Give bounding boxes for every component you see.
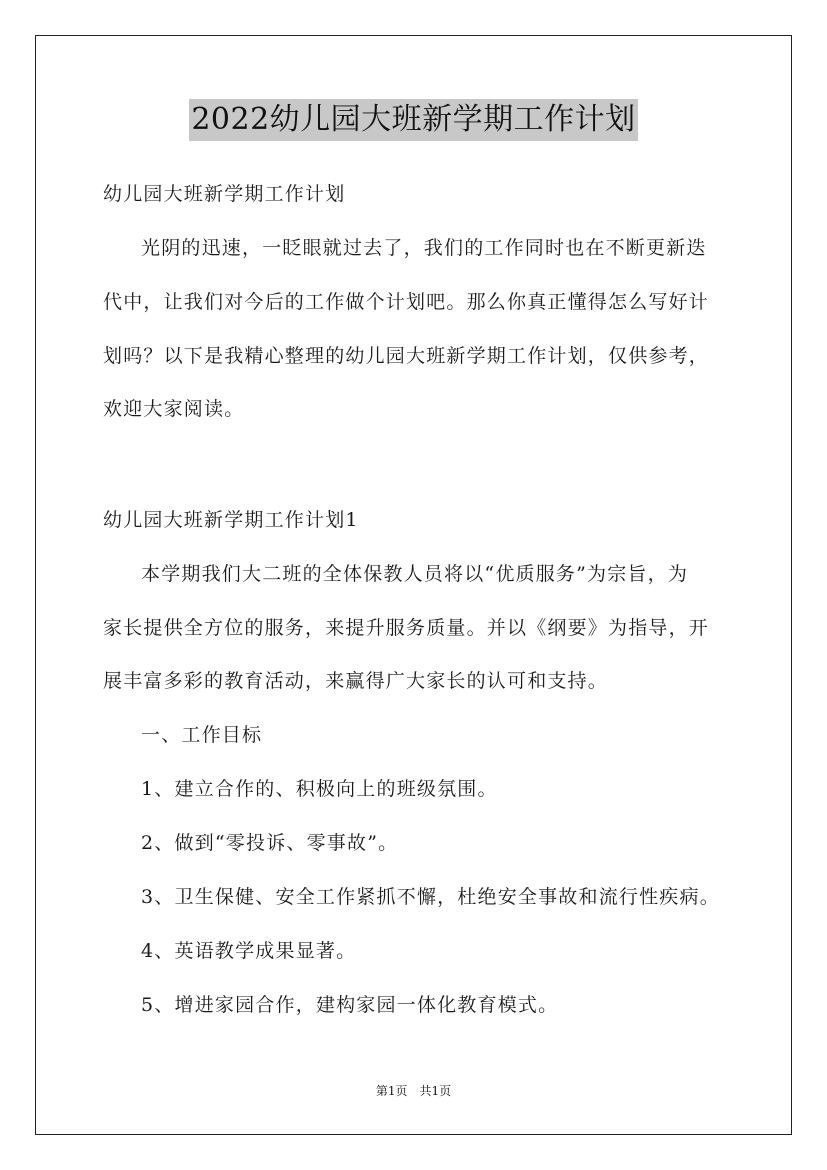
goal-item: 1、建立合作的、积极向上的班级氛围。 <box>141 778 498 800</box>
page-footer <box>0 1083 827 1099</box>
intro-line: 划吗？以下是我精心整理的幼儿园大班新学期工作计划，仅供参考， <box>103 345 710 367</box>
goal-item: 2、做到“零投诉、零事故”。 <box>141 832 399 854</box>
page-number: 第1页 <box>375 1084 408 1098</box>
title-container <box>0 99 827 141</box>
section-heading: 幼儿园大班新学期工作计划1 <box>103 509 359 531</box>
intro-line: 光阴的迅速，一眨眼就过去了，我们的工作同时也在不断更新迭 <box>141 237 707 259</box>
body-line: 本学期我们大二班的全体保教人员将以“优质服务”为宗旨，为 <box>141 563 689 585</box>
goal-item: 3、卫生保健、安全工作紧抓不懈，杜绝安全事故和流行性疾病。 <box>141 886 720 908</box>
document-title: 2022幼儿园大班新学期工作计划 <box>189 99 637 141</box>
goals-heading: 一、工作目标 <box>141 724 263 746</box>
intro-line: 代中，让我们对今后的工作做个计划吧。那么你真正懂得怎么写好计 <box>103 291 710 313</box>
page-total: 共1页 <box>419 1084 452 1098</box>
body-line: 展丰富多彩的教育活动，来赢得广大家长的认可和支持。 <box>103 670 609 692</box>
intro-line: 欢迎大家阅读。 <box>103 398 245 420</box>
body-line: 家长提供全方位的服务，来提升服务质量。并以《纲要》为指导，开 <box>103 617 710 639</box>
goal-item: 5、增进家园合作，建构家园一体化教育模式。 <box>141 994 559 1016</box>
goal-item: 4、英语教学成果显著。 <box>141 940 357 962</box>
subtitle: 幼儿园大班新学期工作计划 <box>103 183 346 205</box>
